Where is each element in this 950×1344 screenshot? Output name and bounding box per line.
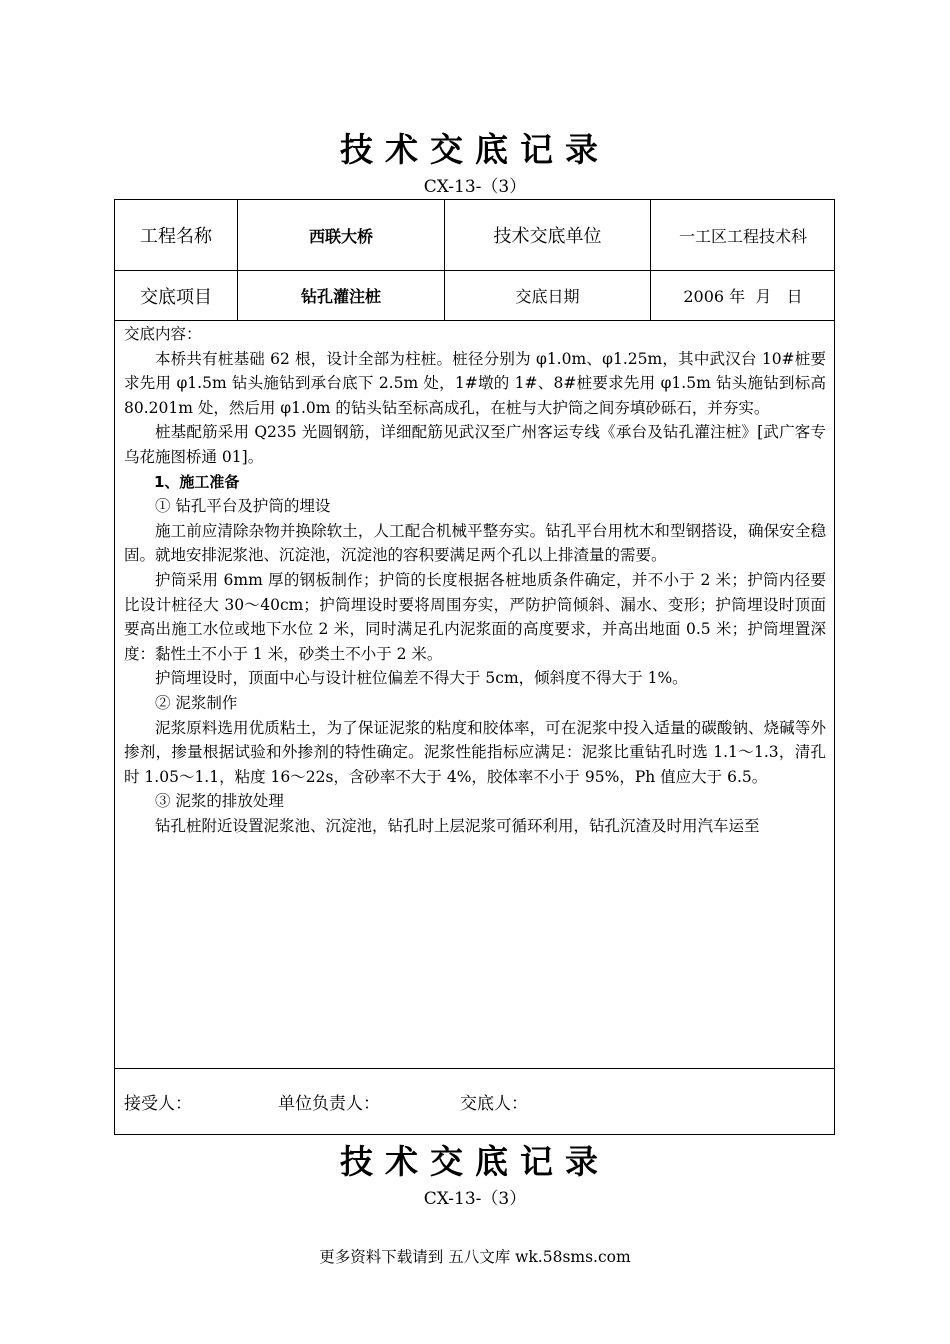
date-label: 交底日期 — [515, 287, 580, 306]
presenter-label: 交底人： — [460, 1094, 528, 1114]
item-label: 交底项目 — [140, 286, 212, 308]
content-paragraph: 钻孔桩附近设置泥浆池、沉淀池，钻孔时上层泥浆可循环利用，钻孔沉渣及时用汽车运至 — [155, 816, 760, 835]
second-page-title: 技术交底记录 — [340, 1142, 610, 1181]
receiver-label: 接受人： — [124, 1094, 192, 1114]
second-document-code: CX-13-（3） — [423, 1189, 527, 1209]
unit-leader-label: 单位负责人： — [278, 1094, 380, 1114]
subsection-heading: ② 泥浆制作 — [155, 693, 238, 712]
content-area — [124, 322, 826, 838]
unit-value: 一工区工程技术科 — [678, 226, 807, 246]
item-value: 钻孔灌注桩 — [300, 287, 381, 306]
subsection-heading: ① 钻孔平台及护筒的埋设 — [155, 497, 331, 516]
footer-link[interactable]: 更多资料下载请到 五八文库 wk.58sms.com — [319, 1248, 631, 1266]
content-paragraph: 护筒埋设时，顶面中心与设计桩位偏差不得大于 5cm，倾斜度不得大于 1%。 — [155, 669, 688, 688]
content-paragraph: 泥浆原料选用优质粘土，为了保证泥浆的粘度和胶体率，可在泥浆中投入适量的碳酸钠、烧碱等外掺剂，掺量根据试验和外掺剂的特性确定。泥浆性能指标应满足：泥浆比重钻孔时选 1.1～1.3，清孔时 1.05～1.1，粘度 16～22s，含砂率不大于 4%，胶体率不小于 95%，Ph 值应大于 6.5。 — [124, 718, 826, 786]
content-paragraph: 施工前应清除杂物并换除软土，人工配合机械平整夯实。钻孔平台用枕木和型钢搭设，确保安全稳固。就地安排泥浆池、沉淀池，沉淀池的容积要满足两个孔以上排渣量的需要。 — [124, 521, 826, 565]
project-name-value: 西联大桥 — [308, 226, 373, 246]
content-label: 交底内容： — [124, 325, 202, 343]
table-divider — [115, 320, 834, 321]
record-table — [114, 199, 835, 1135]
project-name-label: 工程名称 — [140, 226, 212, 247]
unit-label: 技术交底单位 — [493, 226, 602, 247]
subsection-heading: ③ 泥浆的排放处理 — [155, 792, 284, 811]
content-paragraph: 桩基配筋采用 Q235 光圆钢筋，详细配筋见武汉至广州客运专线《承台及钻孔灌注桩》[武广客专乌花施图桥通 01]。 — [124, 423, 826, 466]
table-divider — [115, 1068, 834, 1069]
section-heading: 1、施工准备 — [154, 472, 240, 491]
page-title: 技术交底记录 — [340, 130, 610, 169]
content-paragraph: 本桥共有桩基础 62 根，设计全部为柱桩。桩径分别为 φ1.0m、φ1.25m，其中武汉台 10#桩要求先用 φ1.5m 钻头施钻到承台底下 2.5m 处，1#墩的 1#、8#桩要求先用 φ1.5m 钻头施钻到标高 80.201m 处，然后用 φ1.0m 的钻头钻至标高成孔，在桩与大护筒之间夯填砂砾石，并夯实。 — [124, 349, 826, 417]
date-value: 2006 年 月 日 — [683, 287, 803, 306]
content-paragraph: 护筒采用 6mm 厚的钢板制作；护筒的长度根据各桩地质条件确定，并不小于 2 米；护筒内径要比设计桩径大 30～40cm；护筒埋设时要将周围夯实，严防护筒倾斜、漏水、变形；护筒埋设时顶面要高出施工水位或地下水位 2 米，同时满足孔内泥浆面的高度要求，并高出地面 0.5 米；护筒埋置深度：黏性土不小于 1 米，砂类土不小于 2 米。 — [124, 570, 826, 663]
document-code: CX-13-（3） — [423, 177, 527, 197]
